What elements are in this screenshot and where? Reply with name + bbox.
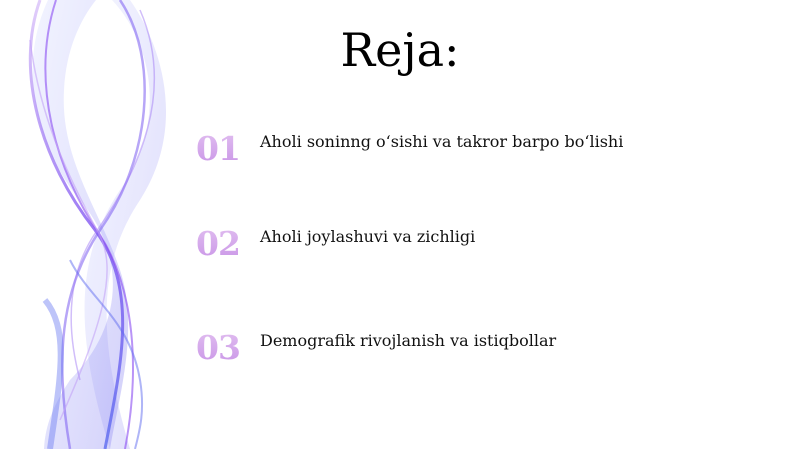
agenda-item-text: Aholi joylashuvi va zichligi <box>260 227 476 246</box>
agenda-item <box>196 222 776 266</box>
agenda-item <box>196 127 776 171</box>
agenda-item-number: 03 <box>196 326 246 370</box>
agenda-item-number: 02 <box>196 222 246 266</box>
agenda-item <box>196 326 776 370</box>
agenda-item-text: Demografik rivojlanish va istiqbollar <box>260 331 557 350</box>
agenda-item-number: 01 <box>196 127 246 171</box>
agenda-item-text: Aholi soninng oʻsishi va takror barpo boʻlishi <box>260 132 624 151</box>
slide-title: Reja: <box>340 23 460 77</box>
decorative-smoke-wisp <box>0 0 220 449</box>
